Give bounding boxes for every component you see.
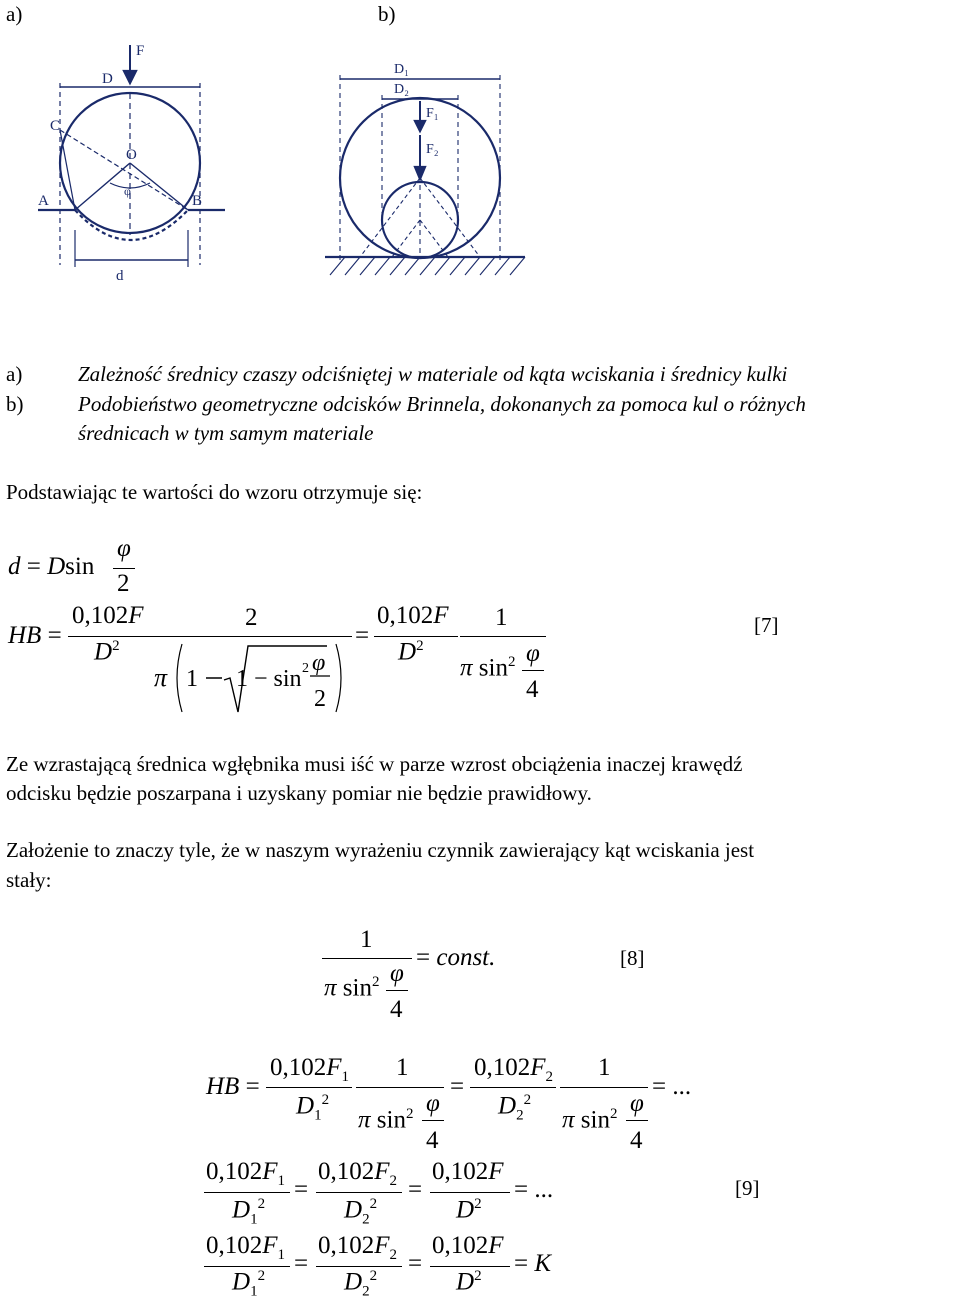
figure-a-diagram: [30, 35, 270, 290]
eq9-f1: $0,102F_1$: [270, 1054, 350, 1085]
fig-a-label-A: A: [38, 193, 49, 209]
fig-a-label-F: F: [136, 43, 145, 59]
eq7-phi: φ: [117, 535, 131, 562]
eq9-pisin-a: π $\sin^2$: [358, 1106, 414, 1134]
caption-a-key: a): [6, 362, 23, 386]
eq9-r3-bar3: [430, 1266, 510, 1267]
eq9-r2-bar1: [204, 1192, 290, 1193]
eq9-r2-d: $D^2$: [456, 1196, 482, 1224]
fig-a-label-d: d: [116, 268, 124, 284]
eq9-d1: $D_1^2$: [296, 1092, 330, 1124]
eq9-r2-d2: $D_2^2$: [344, 1196, 378, 1228]
eq9-r3-f1: $0,102F_1$: [206, 1232, 286, 1263]
eq9-hb: HB =: [206, 1073, 260, 1100]
eq9-bar-f: [626, 1120, 648, 1121]
eq9-r3-d: $D^2$: [456, 1268, 482, 1296]
svg-text:2: 2: [302, 661, 309, 676]
eq7-bar1: [68, 636, 156, 637]
eq9-r2-f: 0,102F: [432, 1158, 504, 1185]
figure-b-label: b): [378, 2, 396, 26]
eq9-bar-e: [560, 1087, 648, 1088]
eq7-num1: 0,102F: [72, 602, 144, 629]
eq8-phi: φ: [390, 960, 404, 987]
paragraph-intro: Podstawiając te wartości do wzoru otrzymuje się:: [6, 480, 423, 504]
eq7-num3: 0,102F: [377, 602, 449, 629]
eq9-r2-d1: $D_1^2$: [232, 1196, 266, 1228]
caption-b-key: b): [6, 392, 24, 416]
fig-b-label-F2: F₂: [426, 142, 439, 157]
eq7-phi2: φ: [526, 640, 540, 667]
eq9-d2: $D_2^2$: [498, 1092, 532, 1124]
eq8-one: 1: [360, 926, 373, 953]
eq7-den1: $D^2$: [94, 638, 120, 666]
fig-a-label-D: D: [102, 71, 113, 87]
svg-text:1: 1: [236, 666, 248, 692]
eq9-r2-eq2: =: [408, 1176, 423, 1203]
eq7-num4: 1: [495, 604, 508, 631]
eq9-tag: [9]: [735, 1176, 760, 1200]
eq7-hb: HB =: [8, 622, 62, 649]
eq9-f2: $0,102F_2$: [474, 1054, 554, 1085]
eq9-r3-bar2: [316, 1266, 402, 1267]
eq9-ellipsis-a: = ...: [652, 1073, 692, 1100]
eq9-phi-b: φ: [630, 1090, 644, 1117]
eq8-rhs: = const.: [416, 944, 496, 971]
paragraph-2-line1: Ze wzrastającą średnica wgłębnika musi iść w parze wzrost obciążenia inaczej krawędź: [6, 752, 743, 776]
eq7-denominator: [152, 640, 352, 718]
svg-text:− sin: − sin: [254, 666, 302, 692]
paragraph-2-line2: odcisku będzie poszarpana i uzyskany pomiar nie będzie prawidłowy.: [6, 781, 592, 805]
eq8-den: π $\sin^2$: [324, 974, 380, 1002]
eq8-bar: [322, 958, 412, 959]
eq8-four: 4: [390, 996, 403, 1023]
eq9-r3-f2: $0,102F_2$: [318, 1232, 398, 1263]
eq9-r2-f2: $0,102F_2$: [318, 1158, 398, 1189]
eq9-r3-eq1: =: [294, 1250, 309, 1277]
eq7-four: 4: [526, 676, 539, 703]
fig-a-label-B: B: [192, 193, 203, 209]
eq9-eq-a: =: [450, 1073, 465, 1100]
fig-a-label-O: O: [126, 147, 137, 163]
eq9-r3-bar1: [204, 1266, 290, 1267]
eq9-bar-b: [356, 1087, 444, 1088]
eq7-bar2: [152, 636, 352, 637]
eq9-pisin-b: π $\sin^2$: [562, 1106, 618, 1134]
eq9-ellipsis-b: = ...: [514, 1176, 554, 1203]
eq7-num2: 2: [245, 604, 258, 631]
eq9-phi-a: φ: [426, 1090, 440, 1117]
eq9-bar-c: [422, 1120, 444, 1121]
fig-b-label-D2: D₂: [394, 82, 409, 97]
eq8-tag: [8]: [620, 946, 645, 970]
fig-a-label-C: C: [50, 118, 61, 134]
eq9-r3-f: 0,102F: [432, 1232, 504, 1259]
eq9-four-b: 4: [630, 1127, 643, 1154]
eq9-K: = K: [514, 1250, 552, 1277]
eq7-bar3: [374, 636, 458, 637]
eq9-four-a: 4: [426, 1127, 439, 1154]
eq7-equals: =: [355, 622, 370, 649]
eq7-tag: [7]: [754, 613, 779, 637]
paragraph-3-line2: stały:: [6, 868, 52, 892]
eq9-r3-eq2: =: [408, 1250, 423, 1277]
figure-b-diagram: [320, 35, 530, 300]
eq7-line1: d = Dsin: [8, 553, 95, 580]
eq7-bar4: [460, 636, 546, 637]
eq9-one-a: 1: [396, 1054, 409, 1081]
fig-b-label-F1: F₁: [426, 106, 439, 121]
eq9-r2-bar2: [316, 1192, 402, 1193]
eq7-two: 2: [117, 570, 130, 597]
eq7-den4: π $\sin^2$: [460, 654, 516, 682]
fig-b-label-D1: D₁: [394, 62, 409, 77]
eq7-den3: $D^2$: [398, 638, 424, 666]
fig-a-label-phi: φ: [124, 184, 131, 198]
caption-a-text: Zależność średnicy czaszy odciśniętej w materiale od kąta wciskania i średnicy kulki: [78, 362, 788, 386]
eq7-fraction-bar: [113, 568, 135, 569]
eq9-one-b: 1: [598, 1054, 611, 1081]
eq9-r2-bar3: [430, 1192, 510, 1193]
paragraph-3-line1: Założenie to znaczy tyle, że w naszym wyrażeniu czynnik zawierający kąt wciskania jest: [6, 838, 755, 862]
svg-text:π: π: [154, 663, 168, 692]
eq9-bar-d: [470, 1087, 556, 1088]
svg-text:2: 2: [314, 686, 326, 712]
eq9-r3-d1: $D_1^2$: [232, 1268, 266, 1300]
eq7-bar5: [522, 670, 544, 671]
figure-a-label: a): [6, 2, 23, 26]
caption-b-text: Podobieństwo geometryczne odcisków Brinnela, dokonanych za pomoca kul o różnych: [78, 392, 806, 416]
eq9-r2-eq1: =: [294, 1176, 309, 1203]
eq9-r3-d2: $D_2^2$: [344, 1268, 378, 1300]
caption-b-text-cont: średnicach w tym samym materiale: [78, 421, 374, 445]
eq9-r2-f1: $0,102F_1$: [206, 1158, 286, 1189]
eq9-bar-a: [266, 1087, 352, 1088]
svg-text:1: 1: [186, 666, 198, 692]
eq8-bar2: [386, 990, 408, 991]
svg-text:φ: φ: [312, 650, 326, 676]
